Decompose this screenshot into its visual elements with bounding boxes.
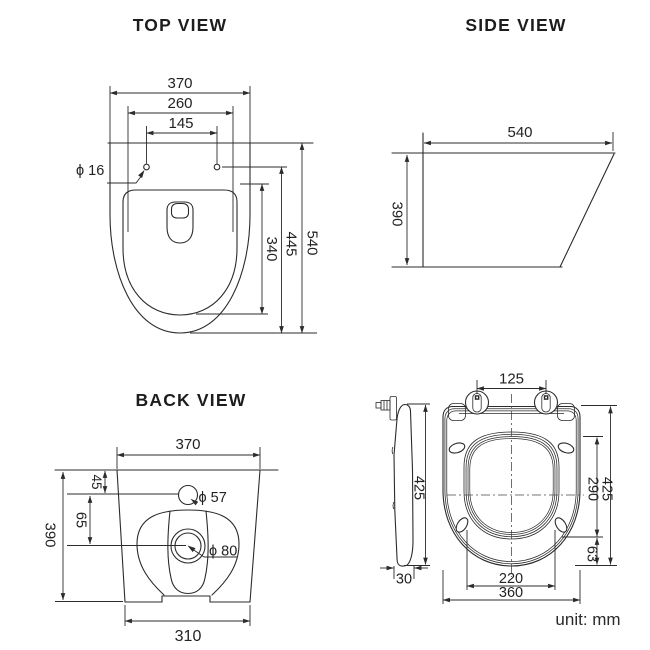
top-view <box>76 15 321 333</box>
top-view-dim-260 <box>128 95 233 113</box>
seat-bumper-bottom-left <box>454 516 470 534</box>
top-view-dim-445 <box>282 167 300 333</box>
dim-label: 540 <box>507 124 533 141</box>
dim-label: 310 <box>174 628 202 645</box>
back-view-extension-lines <box>55 447 260 626</box>
seat-dim-290 <box>585 438 601 537</box>
back-view <box>42 390 278 645</box>
seat-dim-425 <box>599 407 615 565</box>
top-view-fixing-hole-right <box>214 164 220 170</box>
seat-hinge-right <box>535 391 558 414</box>
dim-label: ϕ 57 <box>198 490 227 506</box>
top-view-extension-lines <box>110 86 317 333</box>
seat-profile-outline <box>394 405 413 567</box>
dim-label: 260 <box>167 95 193 112</box>
seat-profile-bumper-upper <box>392 447 393 454</box>
dim-label: ϕ 16 <box>76 163 105 179</box>
side-view-title: SIDE VIEW <box>465 15 567 35</box>
back-view-dim-45 <box>89 471 105 493</box>
seat-profile-dim-425 <box>404 404 430 566</box>
dim-label: ϕ 80 <box>209 543 238 560</box>
top-view-dim-540 <box>302 143 321 333</box>
back-view-dim-65 <box>73 496 90 544</box>
dim-label: 125 <box>498 370 525 388</box>
hinge-bracket <box>390 397 397 421</box>
dim-label: 445 <box>282 231 300 257</box>
seat-side-profile <box>376 397 413 567</box>
dim-label: 390 <box>41 522 59 548</box>
side-view-dim-390 <box>389 155 407 265</box>
top-view-outlet-outline <box>167 202 193 243</box>
back-view-left-edge <box>117 470 125 602</box>
back-view-dim-370 <box>117 436 260 455</box>
dim-label: 220 <box>498 571 524 587</box>
seat-profile-bumper-lower <box>393 502 394 509</box>
back-view-dim-310 <box>125 621 250 645</box>
dim-label: 540 <box>303 230 321 256</box>
seat-dim-360 <box>443 585 580 601</box>
dim-label: 290 <box>584 476 601 502</box>
hinge-pin-tip <box>376 403 381 409</box>
top-view-rim-outline <box>123 190 237 315</box>
unit-note: unit: mm <box>555 610 621 629</box>
back-view-bottom-edge <box>125 596 250 602</box>
top-view-title: TOP VIEW <box>132 15 228 35</box>
hinge-pin-barrel <box>381 401 390 411</box>
dim-label: 145 <box>168 115 194 132</box>
top-view-dim-370 <box>110 75 250 93</box>
seat-hinge-left <box>466 391 489 414</box>
dim-label: 425 <box>410 475 427 501</box>
dim-label: 370 <box>175 436 201 453</box>
dim-label: 425 <box>598 476 615 502</box>
seat-bottom-view <box>443 391 584 577</box>
dim-label: 63 <box>583 545 600 563</box>
back-view-title: BACK VIEW <box>135 390 247 410</box>
seat-dim-125 <box>477 371 546 389</box>
top-view-bowl-outline <box>110 143 250 333</box>
seat-bumper-top-right <box>557 441 575 455</box>
back-view-right-edge <box>250 470 260 602</box>
seat-profile-dim-30 <box>380 566 428 588</box>
seat-bumper-top-left <box>448 441 466 455</box>
back-view-dim-390 <box>42 472 63 600</box>
dim-label: 45 <box>88 474 104 490</box>
dim-label: 65 <box>72 511 89 529</box>
dim-label: 370 <box>167 75 193 92</box>
dim-label: 340 <box>263 236 281 262</box>
side-view-dim-540 <box>424 124 612 143</box>
top-view-dim-145 <box>147 115 218 133</box>
dim-label: 390 <box>388 201 406 227</box>
seat-view <box>376 371 617 605</box>
dim-label: 360 <box>498 585 524 601</box>
top-view-dim-340 <box>262 184 280 314</box>
side-view-front-slope <box>560 154 614 267</box>
top-view-outlet-inner <box>172 204 189 219</box>
side-view <box>389 15 615 267</box>
dim-label: 30 <box>395 571 413 588</box>
top-view-fixing-hole-left <box>144 164 150 170</box>
seat-dim-63 <box>584 538 600 565</box>
